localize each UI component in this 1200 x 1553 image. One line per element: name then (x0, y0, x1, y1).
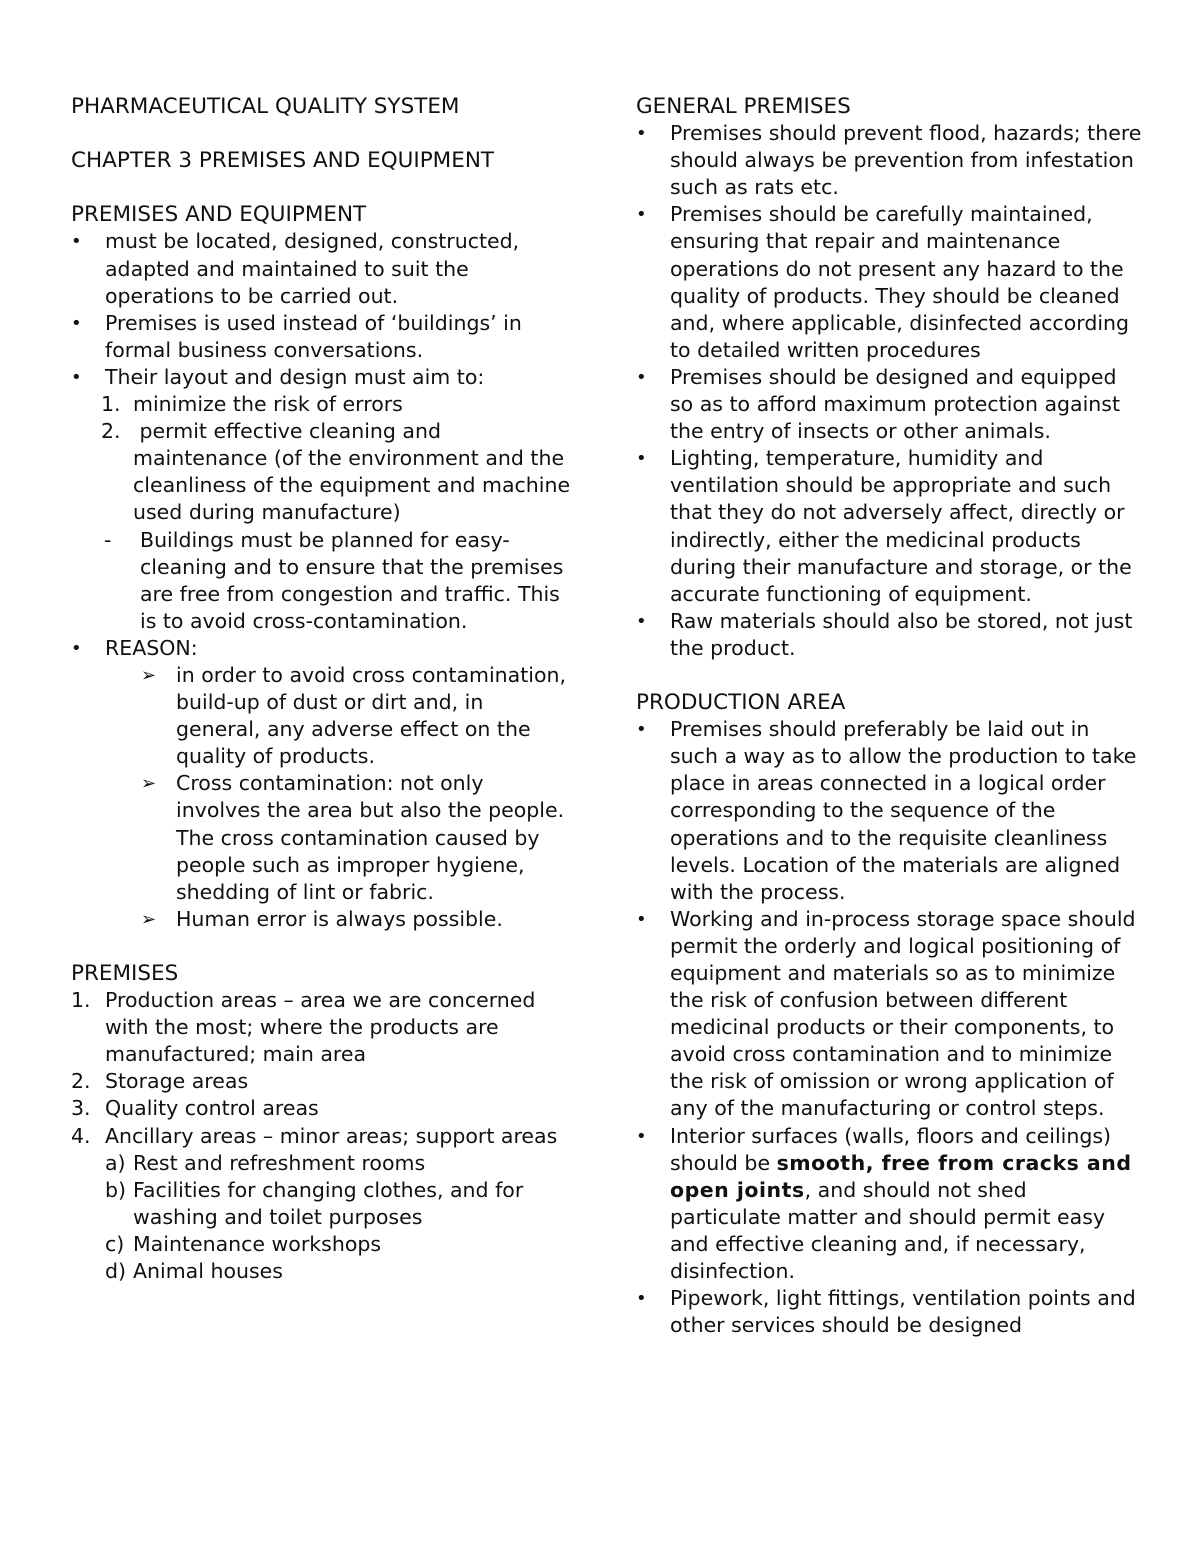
list-item-text: Premises should be carefully maintained, ensuring that repair and maintenance operations do not present any hazard to the quality of products. They should be cleaned and, where applicable, disinfected according to detailed written procedures (670, 202, 1130, 362)
left-column (71, 93, 577, 1285)
list-item (636, 608, 1142, 662)
item-number: 4. (71, 1123, 91, 1148)
premises-equipment-heading: PREMISES AND EQUIPMENT (71, 202, 367, 228)
bullet-icon: • (636, 448, 647, 470)
arrow-bullet-icon: ➢ (141, 908, 157, 930)
list-item (636, 120, 1142, 201)
aim-number: 1. (101, 392, 121, 417)
list-item (636, 201, 1142, 364)
item-letter: d) (105, 1259, 127, 1284)
arrow-bullet-icon: ➢ (141, 773, 157, 795)
right-column (636, 93, 1142, 1339)
document-title: PHARMACEUTICAL QUALITY SYSTEM (71, 94, 460, 119)
arrow-bullet-icon: ➢ (141, 664, 157, 686)
ancillary-item (71, 1231, 571, 1258)
bullet-icon: • (636, 366, 647, 388)
reason-text: Cross contamination: not only involves the area but also the people. The cross contamination caused by people such as improper hygiene, shedding of lint or fabric. (176, 771, 565, 904)
list-item-text: Working and in-process storage space should permit the orderly and logical positioning of equipment and materials so as to minimize the risk of confusion between different medicinal products or their components, to avoid cross contamination and to minimize the risk of omission or wrong application of any of the manufacturing or control steps. (670, 906, 1136, 1121)
bullet-icon: • (636, 908, 647, 930)
list-item-text: Raw materials should also be stored, not just the product. (670, 608, 1133, 660)
list-item-text: Lighting, temperature, humidity and ventilation should be appropriate and such that they do not adversely affect, directly or indirectly, either the medicinal products during their manufacture and storage, or the accurate functioning of equipment. (670, 446, 1132, 606)
premises-heading: PREMISES (71, 961, 179, 986)
bullet-icon: • (71, 637, 82, 659)
premises-item (71, 987, 571, 1068)
bullet-icon: • (71, 366, 82, 388)
list-item (636, 1123, 1142, 1286)
list-item (636, 364, 1142, 445)
bullet-icon: • (636, 204, 647, 226)
reason-text: in order to avoid cross contamination, build-up of dust or dirt and, in general, any adverse effect on the quality of products. (176, 662, 567, 769)
ancillary-item (71, 1150, 571, 1177)
item-number: 2. (71, 1069, 91, 1094)
dash-marker: - (104, 527, 112, 552)
premises-item-text: Quality control areas (105, 1096, 319, 1121)
list-item-text: Their layout and design must aim to: (105, 364, 485, 389)
interior-text-pre: Interior surfaces (walls, floors and ceilings) should be (670, 1123, 1112, 1175)
ancillary-item-text: Facilities for changing clothes, and for washing and toilet purposes (133, 1177, 524, 1229)
dash-note (71, 527, 571, 635)
premises-item (71, 1123, 571, 1150)
list-item (71, 635, 571, 662)
ancillary-item-text: Animal houses (133, 1259, 283, 1284)
item-letter: b) (105, 1177, 127, 1202)
premises-item-text: Production areas – area we are concerned with the most; where the products are manufactured; main area (105, 988, 536, 1067)
bullet-icon: • (71, 312, 82, 334)
list-item-text: Premises should preferably be laid out in such a way as to allow the production to take place in areas connected in a logical order corresponding to the sequence of the operations and to the requisite cleanliness levels. Location of the materials are aligned with the process. (670, 717, 1137, 904)
premises-item (71, 1068, 571, 1095)
reason-item (71, 770, 571, 905)
ancillary-item-text: Maintenance workshops (133, 1231, 382, 1256)
list-item (71, 364, 571, 391)
list-item (71, 310, 571, 364)
bullet-icon: • (636, 610, 647, 632)
aim-text: minimize the risk of errors (133, 392, 403, 417)
reason-text: Human error is always possible. (176, 906, 503, 931)
bullet-icon: • (71, 231, 82, 253)
list-item-text: Pipework, light fittings, ventilation points and other services should be designed (670, 1286, 1136, 1338)
list-item-text: Premises is used instead of ‘buildings’ in formal business conversations. (105, 310, 522, 362)
list-item (636, 906, 1142, 1123)
item-letter: c) (105, 1231, 125, 1256)
item-number: 1. (71, 988, 91, 1013)
list-item (636, 716, 1142, 906)
item-number: 3. (71, 1096, 91, 1121)
ancillary-item-text: Rest and refreshment rooms (133, 1150, 426, 1175)
aim-item (71, 391, 571, 418)
reason-item (71, 662, 571, 770)
general-premises-heading: GENERAL PREMISES (636, 94, 851, 119)
premises-item-text: Ancillary areas – minor areas; support areas (105, 1123, 558, 1148)
list-item-text: must be located, designed, constructed, adapted and maintained to suit the operations to be carried out. (105, 229, 520, 308)
list-item (71, 228, 571, 309)
interior-text-bold: smooth, free from cracks and open joints (670, 1150, 1132, 1202)
list-item-text (670, 1124, 1132, 1283)
item-letter: a) (105, 1150, 126, 1175)
chapter-title: CHAPTER 3 PREMISES AND EQUIPMENT (71, 148, 495, 174)
bullet-icon: • (636, 719, 647, 741)
bullet-icon: • (636, 1288, 647, 1310)
premises-item-text: Storage areas (105, 1069, 249, 1094)
reason-label: REASON: (105, 635, 198, 660)
aim-item (71, 418, 577, 526)
bullet-icon: • (636, 123, 647, 145)
bullet-icon: • (636, 1125, 647, 1147)
aim-number: 2. (101, 419, 121, 444)
interior-text-post: , and should not shed particulate matter and should permit easy and effective cleaning and, if necessary, disinfection. (670, 1177, 1106, 1284)
list-item (636, 445, 1142, 608)
list-item (636, 1285, 1142, 1339)
aim-text: permit effective cleaning and maintenance (of the environment and the cleanliness of the equipment and machine used during manufacture) (133, 419, 577, 525)
dash-note-text: Buildings must be planned for easy-cleaning and to ensure that the premises are free from congestion and traffic. This is to avoid cross-contamination. (140, 527, 564, 633)
reason-item (71, 906, 571, 933)
production-area-heading: PRODUCTION AREA (636, 690, 846, 716)
ancillary-item (71, 1177, 571, 1231)
list-item-text: Premises should prevent flood, hazards; there should always be prevention from infestation such as rats etc. (670, 121, 1142, 200)
premises-item (71, 1095, 571, 1122)
list-item-text: Premises should be designed and equipped so as to afford maximum protection against the entry of insects or other animals. (670, 364, 1121, 444)
ancillary-item (71, 1258, 571, 1285)
